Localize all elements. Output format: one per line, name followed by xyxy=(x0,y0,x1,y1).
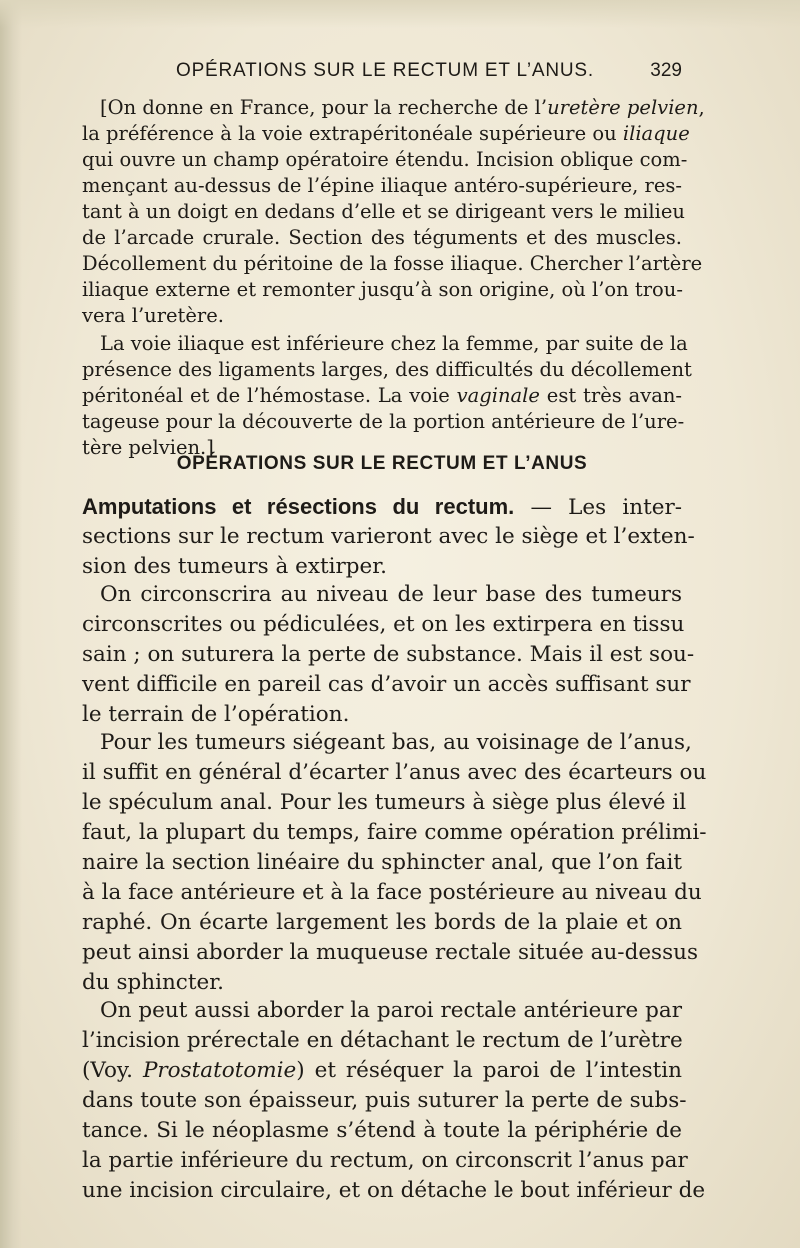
text-line: le spéculum anal. Pour les tumeurs à siège plus élevé il xyxy=(82,790,687,815)
page-top-shadow xyxy=(0,0,800,28)
text-line: présence des ligaments larges, des difficultés du décollement xyxy=(82,358,692,381)
text-line: faut, la plupart du temps, faire comme opération prélimi- xyxy=(82,820,707,845)
text-line: mençant au-dessus de l’épine iliaque antéro-supérieure, res- xyxy=(82,174,682,197)
text-line: dans toute son épaisseur, puis suturer la perte de subs- xyxy=(82,1088,687,1113)
text-line: une incision circulaire, et on détache le bout inférieur de xyxy=(82,1178,706,1203)
text-line: peut ainsi aborder la muqueuse rectale située au-dessus xyxy=(82,940,699,965)
text-line: péritonéal et de l’hémostase. La voie vaginale est très avan- xyxy=(82,384,682,407)
text-line: (Voy. Prostatotomie) et réséquer la paroi de l’intestin xyxy=(82,1058,682,1083)
text-line: la préférence à la voie extrapéritonéale supérieure ou iliaque xyxy=(82,122,690,145)
text-line: Pour les tumeurs siégeant bas, au voisinage de l’anus, xyxy=(100,730,692,755)
text-line: Décollement du péritoine de la fosse iliaque. Chercher l’artère xyxy=(82,252,703,275)
text-line: tance. Si le néoplasme s’étend à toute la périphérie de xyxy=(82,1118,682,1143)
text-line: iliaque externe et remonter jusqu’à son origine, où l’on trou- xyxy=(82,278,683,301)
text-line: naire la section linéaire du sphincter anal, que l’on fait xyxy=(82,850,682,875)
text-line: à la face antérieure et à la face postérieure au niveau du xyxy=(82,880,702,905)
text-line: circonscrites ou pédiculées, et on les extirpera en tissu xyxy=(82,612,685,637)
text-line: vent difficile en pareil cas d’avoir un accès suffisant sur xyxy=(82,672,691,697)
running-header-title: OPÉRATIONS SUR LE RECTUM ET L’ANUS. xyxy=(176,60,594,81)
text-line: tère pelvien.] xyxy=(82,436,214,459)
text-line: il suffit en général d’écarter l’anus avec des écarteurs ou xyxy=(82,760,707,785)
text-line: La voie iliaque est inférieure chez la femme, par suite de la xyxy=(100,332,688,355)
page-number: 329 xyxy=(650,60,682,81)
running-header xyxy=(82,60,682,88)
text-line: de l’arcade crurale. Section des téguments et des muscles. xyxy=(82,226,682,249)
text-line: sections sur le rectum varieront avec le siège et l’exten- xyxy=(82,524,695,549)
text-line: la partie inférieure du rectum, on circonscrit l’anus par xyxy=(82,1148,688,1173)
text-line: tant à un doigt en dedans d’elle et se dirigeant vers le milieu xyxy=(82,200,685,223)
text-line: [On donne en France, pour la recherche de l’uretère pelvien, xyxy=(100,96,705,119)
text-line: Amputations et résections du rectum. — Les inter- xyxy=(82,494,682,520)
text-line: On circonscrira au niveau de leur base des tumeurs xyxy=(100,582,682,607)
text-line: On peut aussi aborder la paroi rectale antérieure par xyxy=(100,998,682,1023)
text-line: raphé. On écarte largement les bords de la plaie et on xyxy=(82,910,682,935)
text-line: sion des tumeurs à extirper. xyxy=(82,554,388,579)
text-line: le terrain de l’opération. xyxy=(82,702,350,727)
text-line: sain ; on suturera la perte de substance. Mais il est sou- xyxy=(82,642,695,667)
run-in-heading: Amputations et résections du rectum. xyxy=(82,494,515,519)
page-edge-shadow xyxy=(0,0,22,1248)
text-line: tageuse pour la découverte de la portion antérieure de l’ure- xyxy=(82,410,685,433)
section-heading: OPÉRATIONS SUR LE RECTUM ET L’ANUS xyxy=(176,453,588,474)
text-line: l’incision prérectale en détachant le rectum de l’urètre xyxy=(82,1028,683,1053)
text-line: vera l’uretère. xyxy=(82,304,224,327)
text-line: du sphincter. xyxy=(82,970,224,995)
text-line: qui ouvre un champ opératoire étendu. Incision oblique com- xyxy=(82,148,688,171)
